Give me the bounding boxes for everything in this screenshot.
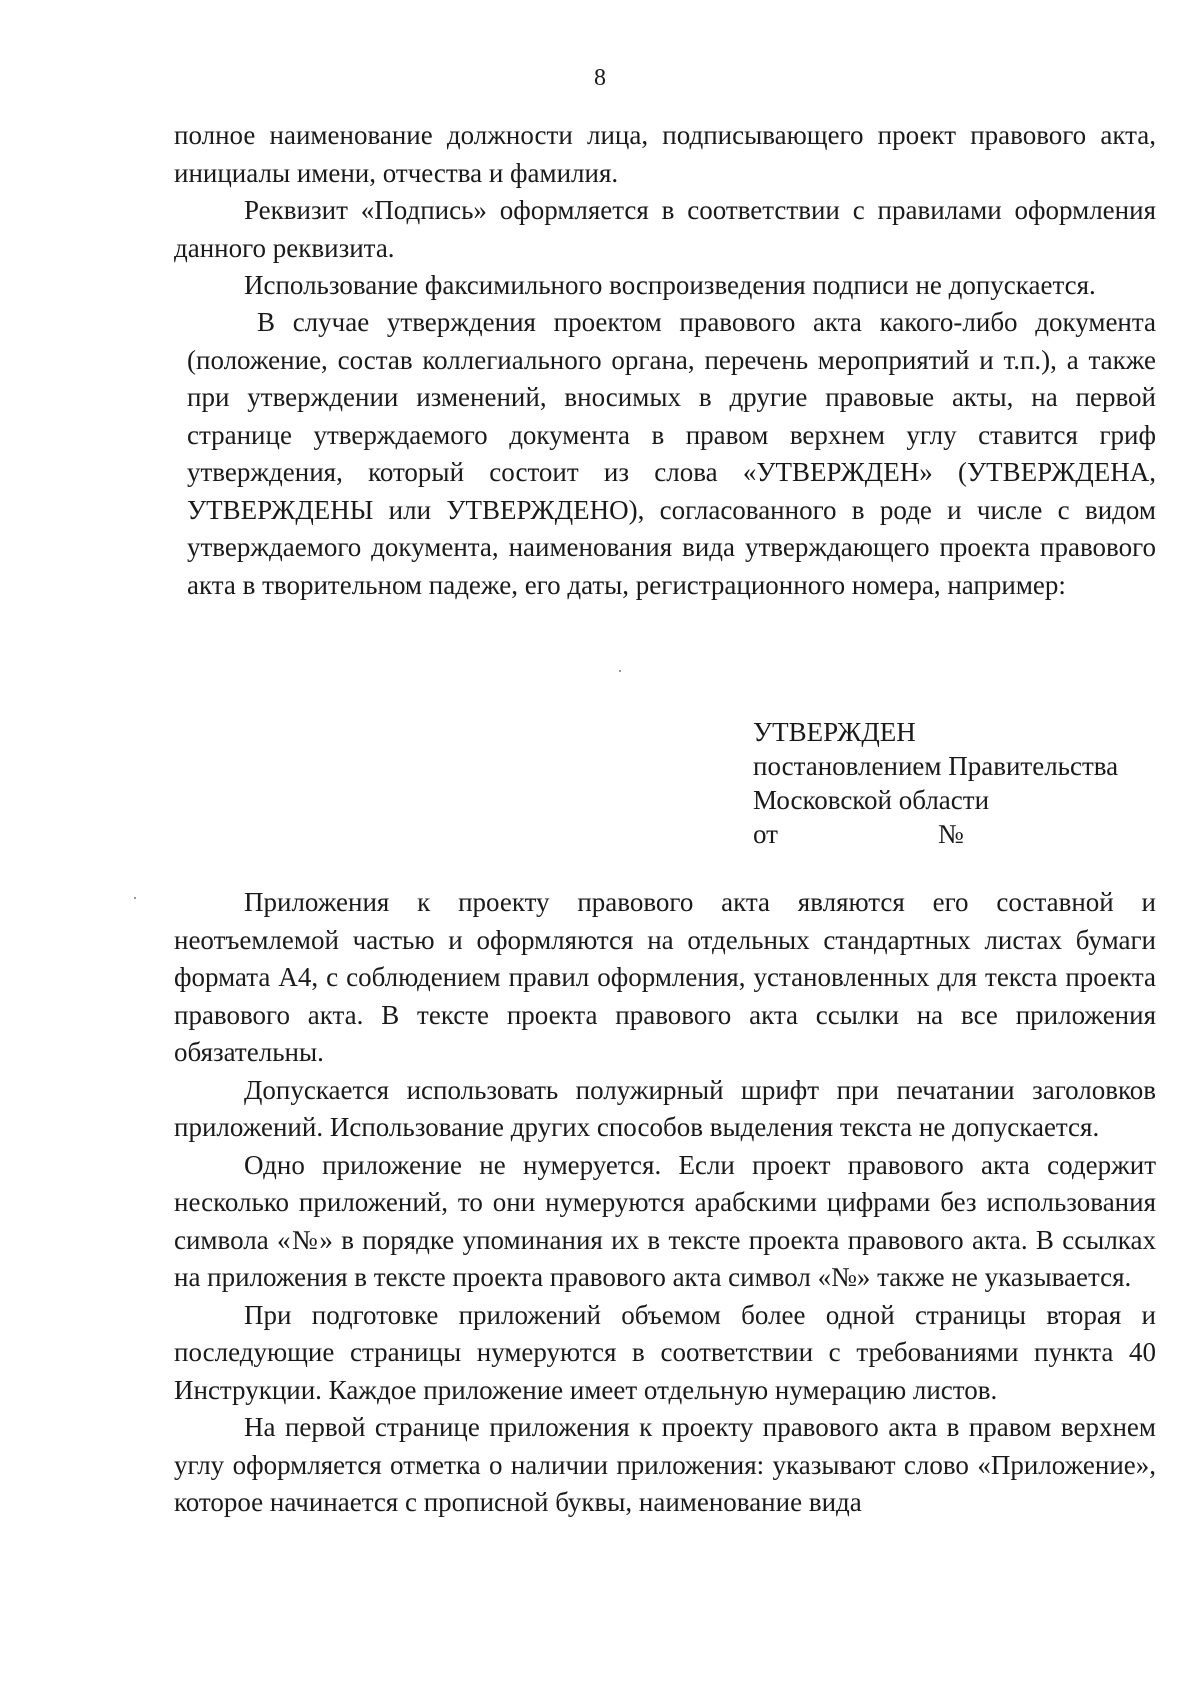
paragraph: При подготовке приложений объемом более одной страницы вторая и последующие страницы нумеруются в соответствии с требованиями пункта 40 Инструкции. Каждое приложение имеет отдельную нумерацию листов. (174, 1299, 1156, 1405)
paragraph: Допускается использовать полужирный шрифт при печатании заголовков приложений. Использование других способов выделения текста не допускается. (174, 1074, 1156, 1142)
scan-speck (619, 670, 621, 672)
scan-speck (134, 897, 136, 899)
approval-stamp-number-label: № (938, 819, 964, 849)
approval-stamp-date-label: от (753, 819, 778, 849)
page-number: 8 (594, 65, 606, 91)
paragraph: полное наименование должности лица, подписывающего проект правового акта, инициалы имени, отчества и фамилия. (174, 120, 1156, 188)
approval-stamp-line: постановлением Правительства (753, 751, 1119, 781)
text-block-approval-rule (187, 304, 1156, 604)
paragraph: Одно приложение не нумеруется. Если проект правового акта содержит несколько приложений, то они нумеруются арабскими цифрами без использования символа «№» в порядке упоминания их в тексте проекта правового акта. В ссылках на приложения в тексте проекта правового акта символ «№» также не указывается. (174, 1149, 1156, 1292)
text-block-top (174, 117, 1156, 305)
approval-stamp (753, 715, 1153, 851)
paragraph: Приложения к проекту правового акта являются его составной и неотъемлемой частью и оформляются на отдельных стандартных листах бумаги формата А4, с соблюдением правил оформления, установленных для текста проекта правового акта. В тексте проекта правового акта ссылки на все приложения обязательны. (174, 887, 1156, 1067)
text-block-appendices (174, 884, 1156, 1522)
paragraph: В случае утверждения проектом правового акта какого-либо документа (положение, состав коллегиального органа, перечень мероприятий и т.п.), а также при утверждении изменений, вносимых в другие правовые акты, на первой странице утверждаемого документа в правом верхнем углу ставится гриф утверждения, который состоит из слова «УТВЕРЖДЕН» (УТВЕРЖДЕНА, УТВЕРЖДЕНЫ или УТВЕРЖДЕНО), согласованного в роде и числе с видом утверждаемого документа, наименования вида утверждающего проекта правового акта в творительном падеже, его даты, регистрационного номера, например: (187, 307, 1156, 600)
paragraph: На первой странице приложения к проекту правового акта в правом верхнем углу оформляется отметка о наличии приложения: указывают слово «Приложение», которое начинается с прописной буквы, наименование вида (174, 1412, 1156, 1517)
approval-stamp-title: УТВЕРЖДЕН (753, 717, 916, 747)
approval-stamp-date-number (753, 817, 1153, 851)
approval-stamp-line: Московской области (753, 785, 990, 815)
paragraph: Реквизит «Подпись» оформляется в соответствии с правилами оформления данного реквизита. (174, 195, 1156, 263)
paragraph: Использование факсимильного воспроизведения подписи не допускается. (244, 270, 1096, 300)
